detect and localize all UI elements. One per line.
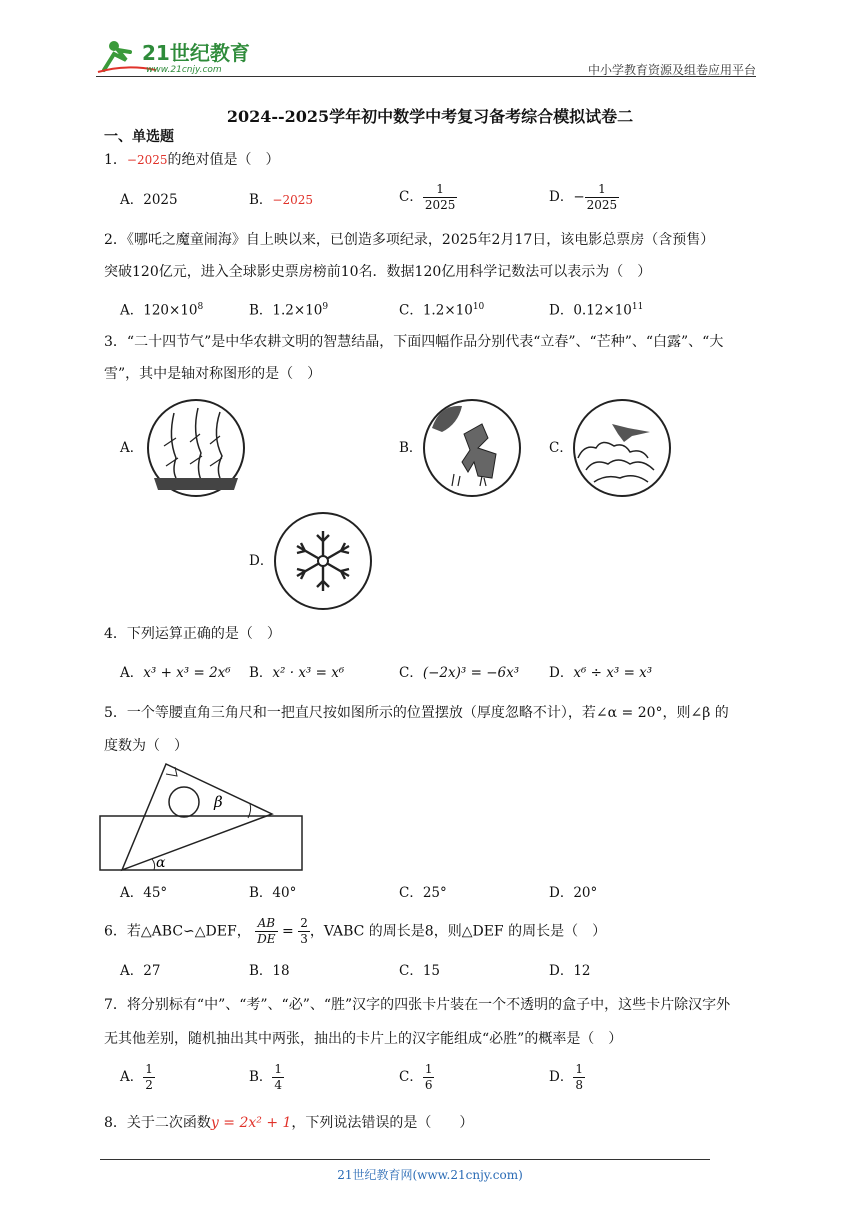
q4-option-a: A．x³ + x³ = 2x⁶ (120, 665, 231, 681)
q6-option-c: C．15 (399, 963, 441, 979)
q2-option-c: C．$1.2\times 10^{10}$ (399, 302, 485, 319)
q4-option-d: D．x⁶ ÷ x³ = x³ (549, 665, 653, 681)
question-2-line-1: 2．《哪吒之魔童闹海》自上映以来，已创造多项纪录，2025年2月17日，该电影总票房（含预售） (104, 232, 715, 248)
svg-text:www.21cnjy.com: www.21cnjy.com (146, 65, 222, 75)
question-3-line-2: 雪”，其中是轴对称图形的是（ ） (104, 366, 322, 382)
q7-option-b: B． $\frac{1}{4}$ (249, 1062, 283, 1092)
question-1: 1．−2025的绝对值是（ ） (104, 152, 280, 168)
q1-option-b: B．−2025 (249, 192, 314, 208)
q3-image-bailu (572, 398, 672, 498)
q3-image-mangzhong (422, 398, 522, 498)
q4-option-c: C．(−2x)³ = −6x³ (399, 665, 520, 681)
q4-option-b: B．x² · x³ = x⁶ (249, 665, 345, 681)
footer-divider (100, 1159, 710, 1160)
q1-option-d: D．− $\frac{1}{2025}$ (549, 182, 618, 212)
q2-option-a: A．$120\times 10^8$ (120, 302, 204, 319)
q1-option-a: A．2025 (120, 192, 178, 208)
alpha-label: α (156, 855, 166, 871)
question-3-line-1: 3．“二十四节气”是中华农耕文明的智慧结晶，下面四幅作品分别代表“立春”、“芒种”、“白露”、“大 (104, 334, 724, 350)
q3-option-a-label: A． (120, 440, 144, 456)
question-6: 6．若△ABC∽△DEF， $\frac{AB}{DE}$ = $\frac{2}{3}$ ，VABC 的周长是8，则△DEF 的周长是（ ） (104, 916, 607, 946)
section-heading: 一、单选题 (104, 129, 174, 145)
q6-option-d: D．12 (549, 963, 591, 979)
q1-option-c: C． $\frac{1}{2025}$ (399, 182, 456, 212)
q3-image-daxue (273, 511, 373, 611)
q5-option-d: D．20° (549, 885, 598, 901)
question-5-line-1: 5．一个等腰直角三角尺和一把直尺按如图所示的位置摆放（厚度忽略不计），若∠α = 20°，则∠β 的 (104, 705, 729, 721)
q5-option-a: A．45° (120, 885, 168, 901)
site-logo (96, 36, 266, 76)
q7-option-a: A． $\frac{1}{2}$ (120, 1062, 153, 1092)
beta-label: β (214, 793, 223, 811)
svg-text:21世纪教育: 21世纪教育 (142, 41, 250, 65)
q5-triangle-ruler-figure (98, 760, 308, 875)
q7-option-d: D． $\frac{1}{8}$ (549, 1062, 583, 1092)
question-7-line-2: 无其他差别，随机抽出其中两张，抽出的卡片上的汉字能组成“必胜”的概率是（ ） (104, 1031, 623, 1047)
q2-option-b: B．$1.2\times 10^9$ (249, 302, 329, 319)
header-platform-text: 中小学教育资源及组卷应用平台 (587, 63, 756, 77)
question-5-line-2: 度数为（ ） (104, 738, 188, 754)
header-divider (96, 76, 756, 77)
q5-option-b: B．40° (249, 885, 297, 901)
q2-option-d: D．$0.12\times 10^{11}$ (549, 302, 644, 319)
question-4: 4．下列运算正确的是（ ） (104, 626, 281, 642)
q7-option-c: C． $\frac{1}{6}$ (399, 1062, 433, 1092)
question-7-line-1: 7．将分别标有“中”、“考”、“必”、“胜”汉字的四张卡片装在一个不透明的盒子中，这些卡片除汉字外 (104, 997, 731, 1013)
q6-option-a: A．27 (120, 963, 161, 979)
q3-option-d-label: D． (249, 553, 274, 569)
question-8: 8．关于二次函数y = 2x² + 1，下列说法错误的是（ ） (104, 1115, 474, 1131)
question-2-line-2: 突破120亿元，进入全球影史票房榜前10名．数据120亿用科学记数法可以表示为（ ） (104, 264, 652, 280)
footer-link[interactable]: 21世纪教育网(www.21cnjy.com) (337, 1168, 523, 1182)
q3-image-lichun (146, 398, 246, 498)
q6-option-b: B．18 (249, 963, 290, 979)
q3-option-b-label: B． (399, 440, 423, 456)
page-title: 2024--2025学年初中数学中考复习备考综合模拟试卷二 (226, 107, 634, 126)
q3-option-c-label: C． (549, 440, 573, 456)
q5-option-c: C．25° (399, 885, 447, 901)
